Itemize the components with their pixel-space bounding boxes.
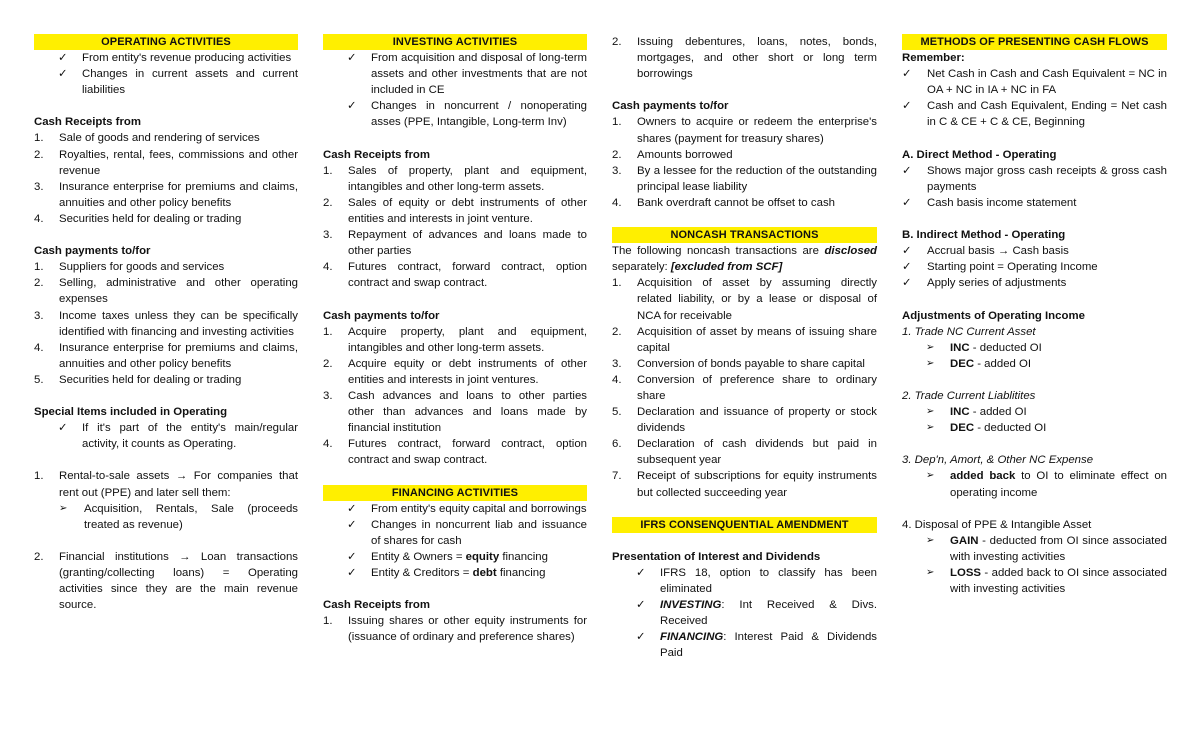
- column-methods: [902, 34, 1167, 597]
- list-item: ✓ Accrual basis → Cash basis: [902, 243, 1167, 259]
- check-icon: ✓: [347, 550, 357, 563]
- list-item: ✓ Changes in noncurrent liab and issuance of shares for cash: [323, 517, 587, 549]
- list-item: ✓ From entity's revenue producing activities: [34, 50, 298, 66]
- operating-activities-header: OPERATING ACTIVITIES: [34, 34, 298, 50]
- section-title: Cash Receipts from: [323, 599, 430, 612]
- list-item: 7. Receipt of subscriptions for equity instruments but collected succeeding year: [612, 470, 877, 499]
- check-icon: ✓: [902, 261, 912, 274]
- list-item: ✓ Changes in current assets and current liabilities: [34, 66, 298, 98]
- column-investing-financing: [323, 34, 587, 645]
- list-item: 1. Acquisition of asset by assuming directly related liability, or by a lease or disposal of NCA for receivable: [612, 277, 877, 322]
- list-item: ➢ GAIN - deducted from OI since associated with investing activities: [902, 533, 1167, 565]
- adjustment-title: 4. Disposal of PPE & Intangible Asset: [902, 518, 1092, 531]
- list-item: 2. Financial institutions → Loan transactions (granting/collecting loans) = Operating activities since they are the main revenue source.: [34, 550, 298, 612]
- list-item: 2. Acquisition of asset by means of issuing share capital: [612, 325, 877, 354]
- check-icon: ✓: [347, 566, 357, 579]
- check-icon: ✓: [347, 100, 357, 113]
- check-icon: ✓: [347, 502, 357, 515]
- check-icon: ✓: [347, 52, 357, 64]
- list-item: 3. Cash advances and loans to other parties other than advances and loans made by financial institution: [323, 389, 587, 435]
- section-title: A. Direct Method - Operating: [902, 148, 1057, 161]
- list-item: 6. Declaration of cash dividends but paid in subsequent year: [612, 438, 877, 467]
- list-item: ✓ Cash and Cash Equivalent, Ending = Net cash in C & CE + C & CE, Beginning: [902, 100, 1167, 129]
- list-item: ✓ INVESTING: Int Received & Divs. Received: [612, 597, 877, 629]
- arrow-icon: ➢: [926, 357, 935, 369]
- list-item: ✓ From entity's equity capital and borrowings: [323, 501, 587, 517]
- check-icon: ✓: [347, 518, 357, 531]
- check-icon: ✓: [902, 245, 912, 258]
- section-title: Special Items included in Operating: [34, 406, 228, 419]
- adjustment-title: 3. Dep'n, Amort, & Other NC Expense: [902, 454, 1094, 467]
- arrow-icon: ➢: [926, 406, 935, 418]
- check-icon: ✓: [636, 566, 646, 579]
- arrow-icon: ➢: [926, 422, 935, 434]
- list-item: ✓ Apply series of adjustments: [902, 275, 1167, 291]
- section-title: Cash payments to/for: [323, 309, 440, 322]
- list-item: 1. Suppliers for goods and services: [34, 261, 225, 274]
- check-icon: ✓: [636, 599, 646, 612]
- list-item: ✓ Entity & Owners = equity financing: [323, 549, 587, 565]
- arrow-icon: ➢: [59, 502, 68, 514]
- section-title: Presentation of Interest and Dividends: [612, 550, 821, 563]
- list-item: 2. Sales of equity or debt instruments of other entities and interests in joint venture.: [323, 196, 587, 225]
- list-item: 4. Bank overdraft cannot be offset to cash: [612, 196, 835, 209]
- list-item: ✓ From acquisition and disposal of long-term assets and other investments that are not included in CE: [323, 50, 587, 98]
- adjustment-title: 1. Trade NC Current Asset: [902, 325, 1036, 338]
- section-title: Cash Receipts from: [323, 148, 430, 161]
- list-item: 1. Rental-to-sale assets → For companies that rent out (PPE) and later sell them:: [34, 470, 298, 499]
- list-item: 4. Securities held for dealing or trading: [34, 212, 242, 225]
- column-financing-noncash: [612, 34, 877, 661]
- section-title: B. Indirect Method - Operating: [902, 229, 1066, 242]
- check-icon: ✓: [902, 68, 912, 81]
- arrow-icon: ➢: [926, 567, 935, 578]
- list-item: 2. Royalties, rental, fees, commissions and other revenue: [34, 148, 298, 177]
- list-item: 1. Sales of property, plant and equipment, intangibles and other long-term assets.: [323, 164, 587, 193]
- list-item: ✓ IFRS 18, option to classify has been eliminated: [612, 565, 877, 597]
- list-item: 5. Declaration and issuance of property or stock dividends: [612, 406, 877, 435]
- list-item: 2. Issuing debentures, loans, notes, bonds, mortgages, and other short or long term borrowings: [612, 36, 877, 81]
- check-icon: ✓: [902, 100, 912, 113]
- list-item: 5. Securities held for dealing or trading: [34, 373, 242, 386]
- list-item: ✓ FINANCING: Interest Paid & Dividends Paid: [612, 629, 877, 661]
- list-item: ➢ Acquisition, Rentals, Sale (proceeds treated as revenue): [59, 502, 298, 531]
- list-item: 4. Insurance enterprise for premiums and claims, annuities and other policy benefits: [34, 341, 298, 370]
- list-item: 4. Futures contract, forward contract, option contract and swap contract.: [323, 261, 587, 290]
- check-icon: ✓: [902, 196, 912, 209]
- list-item: 1. Acquire property, plant and equipment, intangibles and other long-term assets.: [323, 325, 587, 354]
- check-icon: ✓: [58, 52, 68, 64]
- list-item: 2. Selling, administrative and other operating expenses: [34, 277, 298, 306]
- check-icon: ✓: [636, 631, 646, 644]
- list-item: 3. Income taxes unless they can be specifically identified with financing and investing activities: [34, 309, 298, 338]
- list-item: 3. By a lessee for the reduction of the outstanding principal lease liability: [612, 164, 877, 193]
- arrow-icon: ➢: [926, 341, 935, 353]
- list-item: ✓ Entity & Creditors = debt financing: [323, 565, 587, 581]
- list-item: 3. Insurance enterprise for premiums and claims, annuities and other policy benefits: [34, 180, 298, 209]
- list-item: ✓ If it's part of the entity's main/regular activity, it counts as Operating.: [34, 420, 298, 452]
- list-item: ✓ Shows major gross cash receipts & gross cash payments: [902, 164, 1167, 193]
- list-item: ✓ Cash basis income statement: [902, 195, 1167, 211]
- list-item: ✓ Net Cash in Cash and Cash Equivalent = NC in OA + NC in IA + NC in FA: [902, 68, 1167, 97]
- list-item: 1. Issuing shares or other equity instruments for (issuance of ordinary and preference shares): [323, 615, 587, 644]
- arrow-icon: ➢: [926, 534, 935, 546]
- section-title: Cash payments to/for: [34, 245, 151, 258]
- list-item: ➢ added back to OI to eliminate effect on operating income: [902, 468, 1167, 500]
- section-title: Cash Receipts from: [34, 116, 141, 129]
- noncash-transactions-header: NONCASH TRANSACTIONS: [612, 227, 877, 243]
- list-item: 1. Sale of goods and rendering of services: [34, 132, 260, 145]
- financing-activities-header: FINANCING ACTIVITIES: [323, 485, 587, 501]
- list-item: 3. Repayment of advances and loans made to other parties: [323, 229, 587, 258]
- list-item: ➢ DEC - deducted OI: [902, 420, 1167, 436]
- list-item: ➢ INC - added OI: [902, 404, 1167, 420]
- list-item: 4. Conversion of preference share to ordinary share: [612, 373, 877, 402]
- list-item: ➢ INC - deducted OI: [902, 340, 1167, 356]
- list-item: 2. Acquire equity or debt instruments of other entities and interests in joint ventures.: [323, 357, 587, 386]
- check-icon: ✓: [902, 164, 912, 177]
- section-title: Remember:: [902, 52, 965, 64]
- list-item: 4. Futures contract, forward contract, option contract and swap contract.: [323, 438, 587, 467]
- list-item: ✓ Starting point = Operating Income: [902, 259, 1167, 275]
- noncash-intro: The following noncash transactions are disclosed separately: [excluded from SCF]: [612, 245, 877, 274]
- check-icon: ✓: [58, 422, 68, 435]
- list-item: 2. Amounts borrowed: [612, 148, 733, 161]
- list-item: 1. Owners to acquire or redeem the enterprise's shares (payment for treasury shares): [612, 116, 877, 145]
- arrow-icon: ➢: [926, 470, 935, 482]
- section-title: Adjustments of Operating Income: [902, 309, 1085, 322]
- adjustment-title: 2. Trade Current Liablitites: [902, 389, 1036, 402]
- section-title: Cash payments to/for: [612, 100, 729, 113]
- list-item: ✓ Changes in noncurrent / nonoperating asses (PPE, Intangible, Long-term Inv): [323, 98, 587, 130]
- check-icon: ✓: [58, 68, 68, 81]
- methods-header: METHODS OF PRESENTING CASH FLOWS: [902, 34, 1167, 50]
- list-item: ➢ LOSS - added back to OI since associated with investing activities: [902, 565, 1167, 597]
- ifrs-amendment-header: IFRS CONSENQUENTIAL AMENDMENT: [612, 517, 877, 533]
- investing-activities-header: INVESTING ACTIVITIES: [323, 34, 587, 50]
- check-icon: ✓: [902, 277, 912, 290]
- column-operating: [34, 34, 298, 613]
- list-item: ➢ DEC - added OI: [902, 356, 1167, 372]
- list-item: 3. Conversion of bonds payable to share capital: [612, 357, 865, 370]
